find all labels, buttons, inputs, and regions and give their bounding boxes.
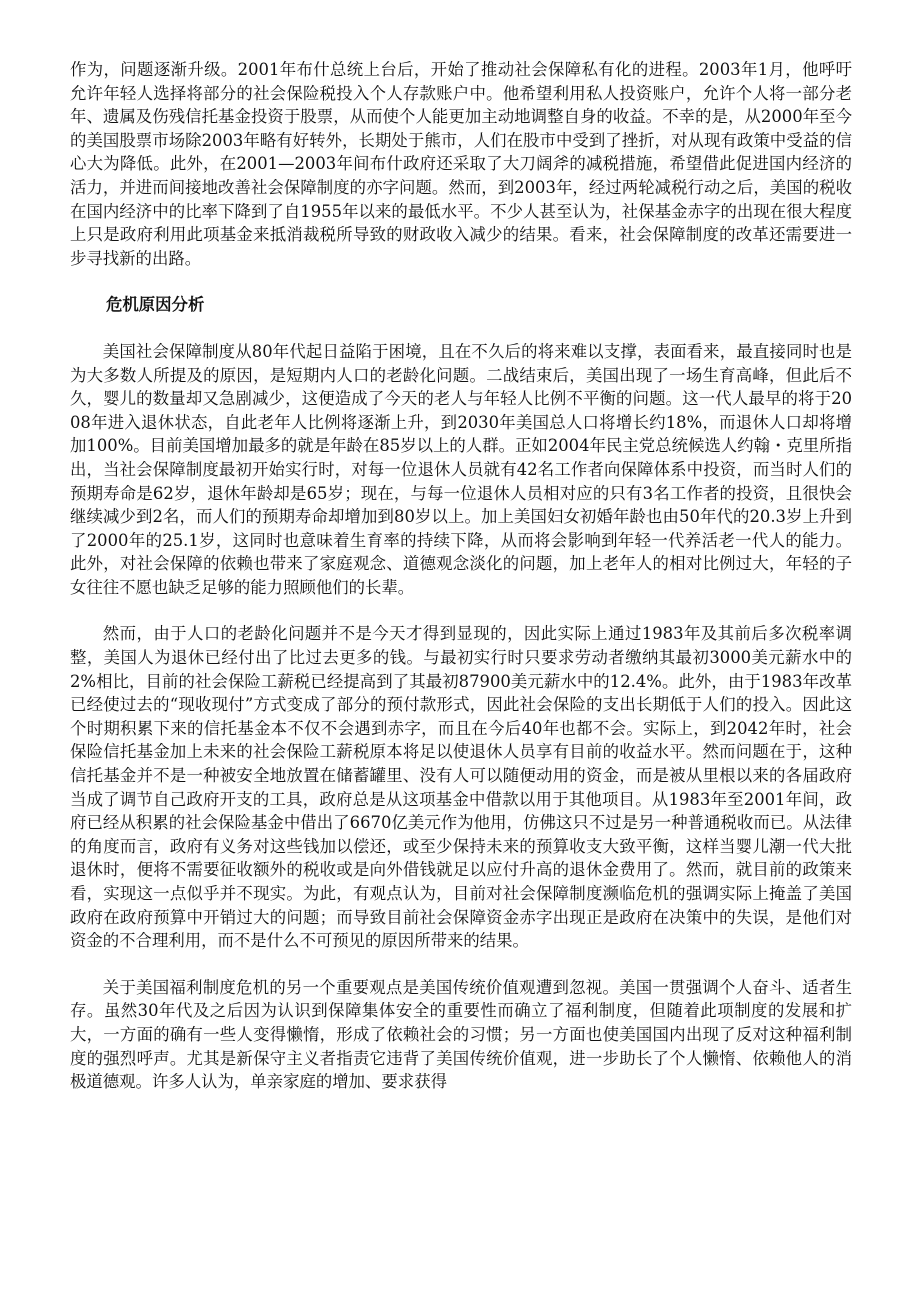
section-heading: 危机原因分析 — [106, 295, 205, 315]
document-page — [70, 58, 852, 1094]
paragraph-continued: 作为，问题逐渐升级。2001年布什总统上台后，开始了推动社会保障私有化的进程。2003年1月，他呼吁允许年轻人选择将部分的社会保险税投入个人存款账户中。他希望利用私人投资账户，允许个人将一部分老年、遗属及伤残信托基金投资于股票，从而使个人能更加主动地调整自身的收益。不幸的是，从2000年至今的美国股票市场除2003年略有好转外，长期处于熊市，人们在股市中受到了挫折，对从现有政策中受益的信心大为降低。此外，在2001—2003年间布什政府还采取了大刀阔斧的减税措施，希望借此促进国内经济的活力，并进而间接地改善社会保障制度的亦字问题。然而，到2003年，经过两轮减税行动之后，美国的税收在国内经济中的比率下降到了自1955年以来的最低水平。不少人甚至认为，社保基金赤字的出现在很大程度上只是政府利用此项基金来抵消裁税所导致的财政收入减少的结果。看来，社会保障制度的改革还需要进一步寻找新的出路。 — [70, 60, 852, 268]
paragraph-population-aging: 美国社会保障制度从80年代起日益陷于困境，且在不久后的将来难以支撑，表面看来，最直接同时也是为大多数人所提及的原因，是短期内人口的老龄化问题。二战结束后，美国出现了一场生育高峰，但此后不久，婴儿的数量却又急剧减少，这便造成了今天的老人与年轻人比例不平衡的问题。这一代人最早的将于2008年进入退休状态，自此老年人比例将逐渐上升，到2030年美国总人口将增长约18%，而退休人口却将增加100%。目前美国增加最多的就是年龄在85岁以上的人群。正如2004年民主党总统候选人约翰・克里所指出，当社会保障制度最初开始实行时，对每一位退休人员就有42名工作者向保障体系中投资，而当时人们的预期寿命是62岁，退休年龄却是65岁；现在，与每一位退休人员相对应的只有3名工作者的投资，且很快会继续减少到2名，而人们的预期寿命却增加到80岁以上。加上美国妇女初婚年龄也由50年代的20.3岁上升到了2000年的25.1岁，这同时也意味着生育率的持续下降，从而将会影响到年轻一代养活老一代人的能力。此外，对社会保障的依赖也带来了家庭观念、道德观念淡化的问题，加上老年人的相对比例过大，年轻的子女往往不愿也缺乏足够的能力照顾他们的长辈。 — [70, 341, 852, 597]
paragraph-trust-fund: 然而，由于人口的老龄化问题并不是今天才得到显现的，因此实际上通过1983年及其前后多次税率调整，美国人为退休已经付出了比过去更多的钱。与最初实行时只要求劳动者缴纳其最初3000美元薪水中的2%相比，目前的社会保险工薪税已经提高到了其最初87900美元薪水中的12.4%。此外，由于1983年改革已经使过去的“现收现付”方式变成了部分的预付款形式，因此社会保险的支出长期低于人们的投入。因此这个时期积累下来的信托基金本不仅不会遇到赤字，而且在今后40年也都不会。实际上，到2042年时，社会保险信托基金加上未来的社会保险工薪税原本将足以使退休人员享有目前的收益水平。然而问题在于，这种信托基金并不是一种被安全地放置在储蓄罐里、没有人可以随便动用的资金，而是被从里根以来的各届政府当成了调节自己政府开支的工具，政府总是从这项基金中借款以用于其他项目。从1983年至2001年间，政府已经从积累的社会保险基金中借出了6670亿美元作为他用，仿佛这只不过是另一种普通税收而已。从法律的角度而言，政府有义务对这些钱加以偿还，或至少保持未来的预算收支大致平衡，这样当婴儿潮一代大批退休时，便将不需要征收额外的税收或是向外借钱就足以应付升高的退休金费用了。然而，就目前的政策来看，实现这一点似乎并不现实。为此，有观点认为，目前对社会保障制度濒临危机的强调实际上掩盖了美国政府在政府预算中开销过大的问题；而导致目前社会保障资金赤字出现正是政府在决策中的失误，是他们对资金的不合理利用，而不是什么不可预见的原因所带来的结果。 — [70, 624, 852, 951]
paragraph-traditional-values: 关于美国福利制度危机的另一个重要观点是美国传统价值观遭到忽视。美国一贯强调个人奋斗、适者生存。虽然30年代及之后因为认识到保障集体安全的重要性而确立了福利制度，但随着此项制度的发展和扩大，一方面的确有一些人变得懒惰，形成了依赖社会的习惯；另一方面也使美国国内出现了反对这种福利制度的强烈呼声。尤其是新保守主义者指责它违背了美国传统价值观，进一步助长了个人懒惰、依赖他人的消极道德观。许多人认为，单亲家庭的增加、要求获得 — [70, 977, 852, 1092]
